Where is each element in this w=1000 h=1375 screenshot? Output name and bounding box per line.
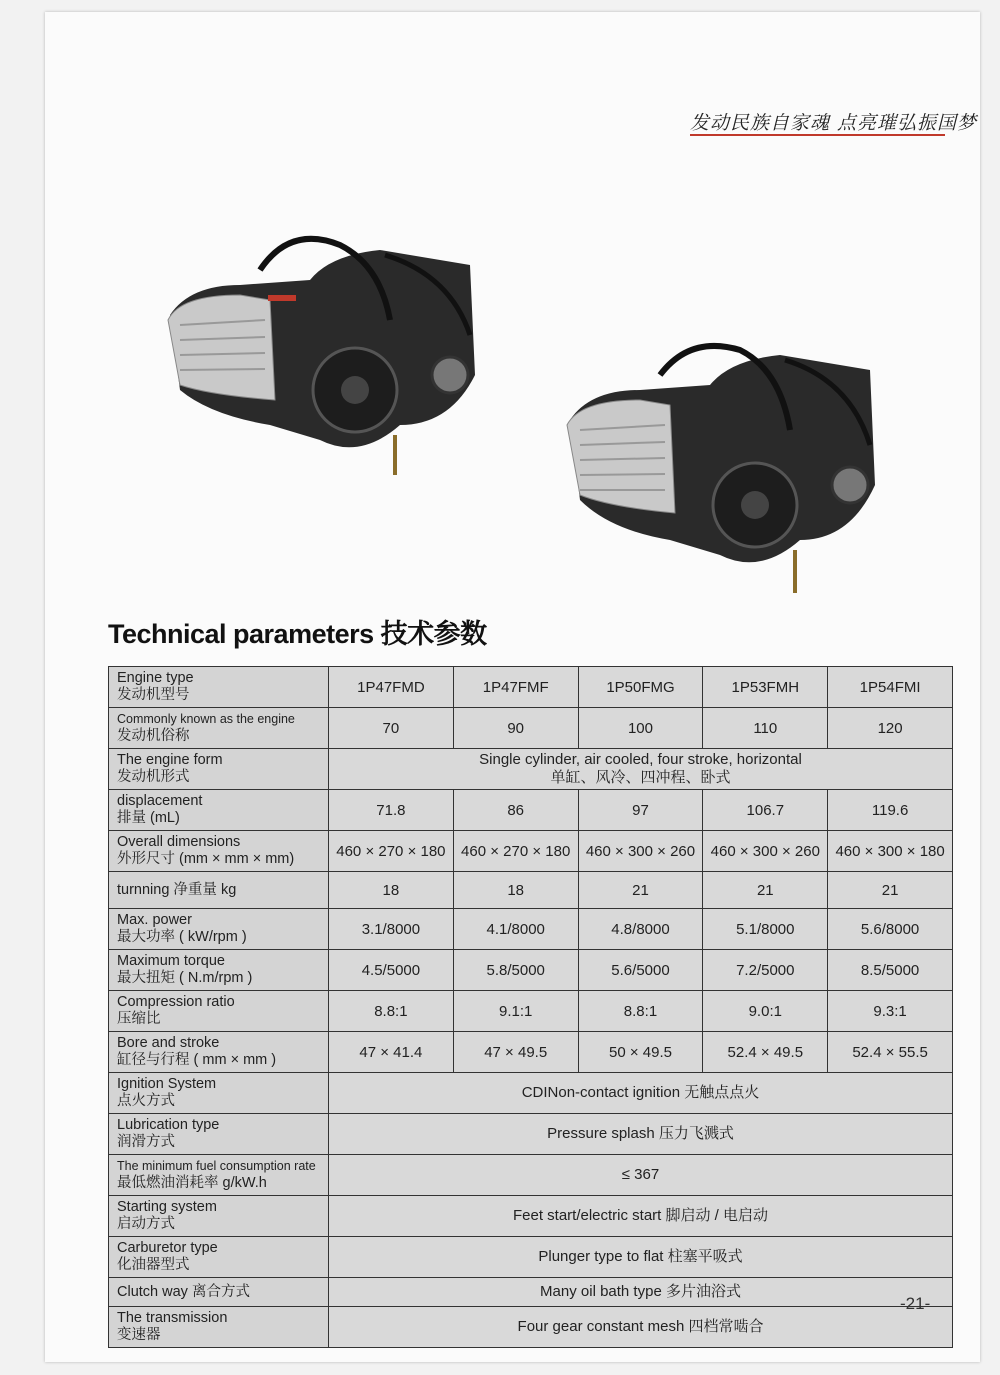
row-label-cn: 最大扭矩 ( N.m/rpm ): [117, 970, 253, 986]
row-label-cn: 发动机俗称: [117, 728, 190, 744]
value-cell: 71.8: [329, 790, 454, 831]
spanned-value-cell: [329, 1196, 953, 1237]
row-label-en: turnning 净重量 kg: [117, 881, 237, 898]
spanned-value-en: Feet start/electric start 脚启动 / 电启动: [512, 1207, 769, 1224]
value-cell: 9.0:1: [703, 991, 828, 1032]
table-row: [109, 1278, 953, 1307]
value-cell: 90: [453, 708, 578, 749]
value-cell: 18: [453, 872, 578, 909]
value-cell: 9.1:1: [453, 991, 578, 1032]
value-cell: 52.4 × 55.5: [828, 1032, 953, 1073]
row-label: [109, 831, 329, 872]
value-cell: 47 × 41.4: [329, 1032, 454, 1073]
value-cell: 8.8:1: [329, 991, 454, 1032]
row-label-en: Compression ratio: [117, 994, 235, 1010]
spanned-value-cell: [329, 1307, 953, 1348]
table-row: [109, 831, 953, 872]
row-label: [109, 1073, 329, 1114]
row-label: [109, 909, 329, 950]
row-label-cn: 点火方式: [117, 1093, 175, 1109]
row-label-en: Starting system: [117, 1199, 217, 1215]
value-cell: 106.7: [703, 790, 828, 831]
spanned-value-cell: [329, 1278, 953, 1307]
row-label-en: Maximum torque: [117, 953, 225, 969]
row-label-cn: 变速器: [117, 1327, 161, 1343]
value-cell: 120: [828, 708, 953, 749]
value-cell: 97: [578, 790, 703, 831]
row-label-en: Commonly known as the engine: [117, 712, 295, 726]
row-label-cn: 发动机型号: [117, 687, 190, 703]
table-row: [109, 1307, 953, 1348]
parameters-table: [108, 666, 953, 1348]
row-label-en: The minimum fuel consumption rate: [117, 1159, 316, 1173]
row-label: [109, 1196, 329, 1237]
row-label: [109, 1278, 329, 1307]
row-label-cn: 润滑方式: [117, 1134, 175, 1150]
value-cell: 460 × 300 × 260: [703, 831, 828, 872]
row-label: [109, 1114, 329, 1155]
engine-image-1: [150, 225, 490, 475]
table-row: [109, 909, 953, 950]
spanned-value-cell: [329, 749, 953, 790]
table-row: [109, 872, 953, 909]
spanned-value-en: Plunger type to flat 柱塞平吸式: [538, 1248, 743, 1265]
table-row: [109, 708, 953, 749]
spanned-value-en: CDINon-contact ignition 无触点点火: [521, 1084, 760, 1101]
row-label-cn: 缸径与行程 ( mm × mm ): [117, 1052, 277, 1068]
row-label-cn: 启动方式: [117, 1216, 175, 1232]
table-row: [109, 1155, 953, 1196]
row-label-en: Engine type: [117, 670, 194, 686]
value-cell: 86: [453, 790, 578, 831]
value-cell: 21: [828, 872, 953, 909]
value-cell: 70: [329, 708, 454, 749]
spanned-value-en: Four gear constant mesh 四档常啮合: [517, 1318, 764, 1335]
row-label-en: The engine form: [117, 752, 223, 768]
table-row: [109, 1032, 953, 1073]
spanned-value-cell: [329, 1237, 953, 1278]
value-cell: 119.6: [828, 790, 953, 831]
row-label: [109, 991, 329, 1032]
row-label-cn: 最低燃油消耗率 g/kW.h: [117, 1175, 267, 1191]
table-row: [109, 1237, 953, 1278]
slogan-text: 发动民族自家魂 点亮璀弘振国梦: [690, 112, 978, 134]
row-label-cn: 压缩比: [117, 1011, 161, 1027]
row-label: [109, 708, 329, 749]
table-row: [109, 1196, 953, 1237]
spanned-value-en: Pressure splash 压力飞溅式: [547, 1125, 734, 1142]
value-cell: 460 × 300 × 260: [578, 831, 703, 872]
value-cell: 50 × 49.5: [578, 1032, 703, 1073]
model-header-cell: 1P53FMH: [703, 667, 828, 708]
row-label: [109, 749, 329, 790]
row-label-cn: 化油器型式: [117, 1257, 190, 1273]
row-label: [109, 1237, 329, 1278]
row-label-cn: 发动机形式: [117, 769, 190, 785]
model-header-cell: 1P50FMG: [578, 667, 703, 708]
model-header-cell: 1P54FMI: [828, 667, 953, 708]
slogan-underline: [690, 134, 945, 136]
value-cell: 460 × 300 × 180: [828, 831, 953, 872]
table-row: [109, 950, 953, 991]
value-cell: 21: [578, 872, 703, 909]
value-cell: 47 × 49.5: [453, 1032, 578, 1073]
row-label-en: Ignition System: [117, 1076, 217, 1092]
value-cell: 9.3:1: [828, 991, 953, 1032]
section-title: Technical parameters 技术参数: [108, 619, 487, 649]
row-label-cn: 最大功率 ( kW/rpm ): [117, 929, 247, 945]
row-label: [109, 1155, 329, 1196]
spanned-value-cell: [329, 1155, 953, 1196]
row-label: [109, 1032, 329, 1073]
row-label-en: Max. power: [117, 912, 192, 928]
row-label-en: The transmission: [117, 1310, 228, 1326]
row-label: [109, 950, 329, 991]
row-label: [109, 1307, 329, 1348]
table-row: [109, 790, 953, 831]
table-row: [109, 1114, 953, 1155]
value-cell: 8.8:1: [578, 991, 703, 1032]
value-cell: 4.8/8000: [578, 909, 703, 950]
row-label-en: Overall dimensions: [117, 834, 241, 850]
spanned-value-en: ≤ 367: [621, 1166, 660, 1183]
value-cell: 3.1/8000: [329, 909, 454, 950]
model-header-cell: 1P47FMD: [329, 667, 454, 708]
value-cell: 7.2/5000: [703, 950, 828, 991]
spanned-value-en: Single cylinder, air cooled, four stroke, horizontal: [479, 751, 802, 768]
table-row: [109, 667, 953, 708]
row-label-en: Clutch way 离合方式: [117, 1283, 250, 1300]
table-row: [109, 1073, 953, 1114]
row-label-en: displacement: [117, 793, 203, 809]
spanned-value-cell: [329, 1114, 953, 1155]
value-cell: 460 × 270 × 180: [329, 831, 454, 872]
value-cell: 460 × 270 × 180: [453, 831, 578, 872]
page-number: -21-: [900, 1294, 931, 1313]
value-cell: 100: [578, 708, 703, 749]
value-cell: 8.5/5000: [828, 950, 953, 991]
value-cell: 52.4 × 49.5: [703, 1032, 828, 1073]
value-cell: 18: [329, 872, 454, 909]
spanned-value-cell: [329, 1073, 953, 1114]
spanned-value-en: Many oil bath type 多片油浴式: [540, 1283, 741, 1300]
spanned-value-cn: 单缸、风冷、四冲程、卧式: [550, 769, 731, 786]
value-cell: 5.8/5000: [453, 950, 578, 991]
value-cell: 21: [703, 872, 828, 909]
engine-image-2: [555, 335, 885, 595]
row-label: [109, 872, 329, 909]
table-row: [109, 749, 953, 790]
value-cell: 4.1/8000: [453, 909, 578, 950]
value-cell: 110: [703, 708, 828, 749]
value-cell: 5.1/8000: [703, 909, 828, 950]
table-row: [109, 991, 953, 1032]
row-label-en: Bore and stroke: [117, 1035, 220, 1051]
row-label-cn: 外形尺寸 (mm × mm × mm): [117, 851, 295, 867]
value-cell: 4.5/5000: [329, 950, 454, 991]
value-cell: 5.6/5000: [578, 950, 703, 991]
row-label-cn: 排量 (mL): [117, 810, 180, 826]
row-label-en: Lubrication type: [117, 1117, 220, 1133]
row-label: [109, 667, 329, 708]
value-cell: 5.6/8000: [828, 909, 953, 950]
row-label: [109, 790, 329, 831]
model-header-cell: 1P47FMF: [453, 667, 578, 708]
row-label-en: Carburetor type: [117, 1240, 218, 1256]
